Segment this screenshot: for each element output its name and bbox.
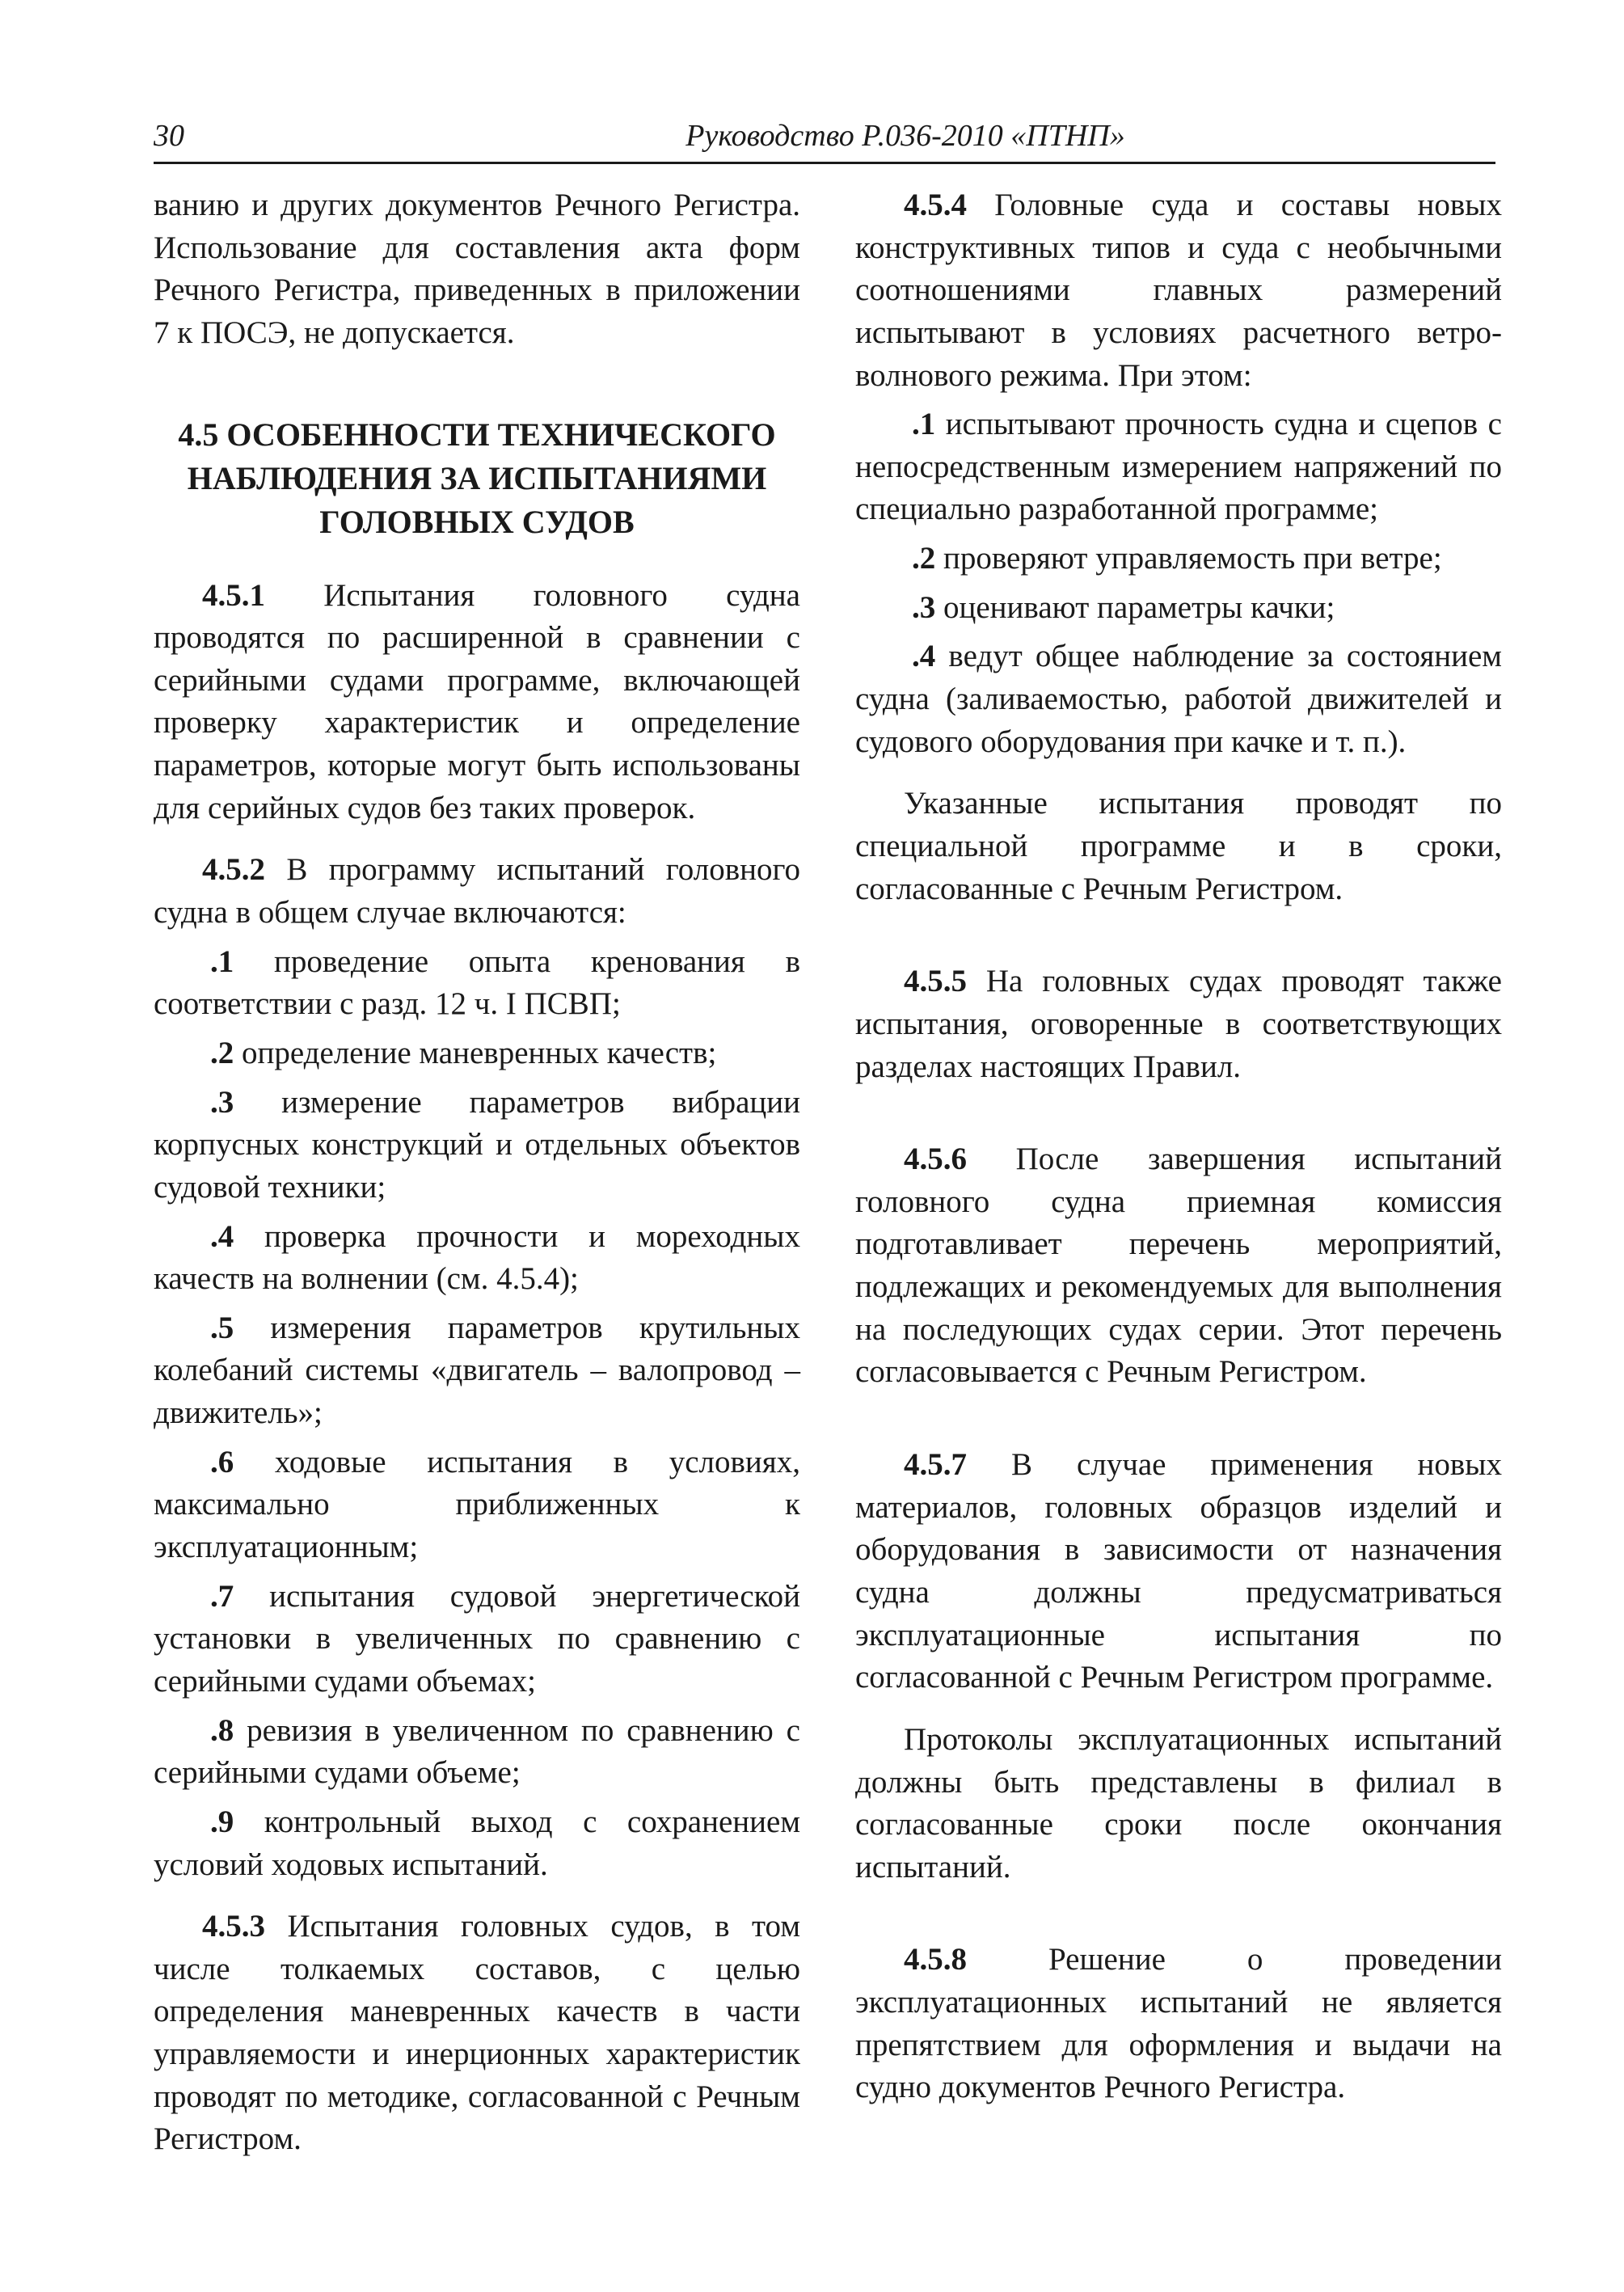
list-item [154, 1441, 800, 1569]
page-header [154, 113, 1495, 164]
item-text: ревизия в увеличенном по сравнению с серийными судами объеме; [154, 1712, 800, 1791]
list-item [154, 1216, 800, 1301]
paragraph-text: В программу испытаний головного судна в общем случае включаются: [154, 852, 800, 931]
item-number: .2 [210, 1035, 234, 1070]
paragraph-number: 4.5.5 [904, 964, 967, 999]
item-number: .4 [912, 639, 936, 674]
paragraph-number: 4.5.3 [202, 1909, 265, 1944]
continuation-paragraph: ванию и других документов Речного Регистра. Использование для составления акта форм Речного Регистра, приведенных в приложении 7 к ПОСЭ, не допускается. [154, 188, 800, 350]
paragraph-text: На головных судах проводят также испытания, оговоренные в соответствующих разделах настоящих Правил. [855, 964, 1502, 1084]
paragraph-4-5-4 [855, 184, 1502, 397]
item-text: ведут общее наблюдение за состоянием судна (заливаемостью, работой движителей и судового оборудования при качке и т. п.). [855, 639, 1502, 759]
paragraph-text: Испытания головных судов, в том числе толкаемых составов, с целью определения маневренных качеств в части управляемости и инерционных характеристик проводят по методике, согласованной с Речным Регистром. [154, 1909, 800, 2157]
paragraph-4-5-2 [154, 849, 800, 934]
paragraph-4-5-7-note: Протоколы эксплуатационных испытаний должны быть представлены в филиал в согласованные сроки после окончания испытаний. [855, 1721, 1502, 1885]
item-number: .4 [210, 1218, 234, 1254]
item-text: измерения параметров крутильных колебаний системы «двигатель – валопровод – движитель»; [154, 1310, 800, 1431]
paragraph-4-5-4-note: Указанные испытания проводят по специальной программе и в сроки, согласованные с Речным Регистром. [855, 786, 1502, 906]
list-item [154, 941, 800, 1026]
section-heading-4-5: 4.5 ОСОБЕННОСТИ ТЕХНИЧЕСКОГО НАБЛЮДЕНИЯ ЗА ИСПЫТАНИЯМИ ГОЛОВНЫХ СУДОВ [178, 416, 776, 540]
item-text: проверка прочности и мореходных качеств на волнении (см. 4.5.4); [154, 1218, 800, 1297]
paragraph-number: 4.5.2 [202, 852, 265, 888]
list-item [154, 1801, 800, 1886]
list-item [154, 1710, 800, 1795]
item-text: проверяют управляемость при ветре; [935, 541, 1442, 576]
paragraph-4-5-8 [855, 1939, 1502, 2109]
paragraph-number: 4.5.6 [904, 1142, 967, 1177]
item-number: .3 [210, 1084, 234, 1120]
page-number: 30 [154, 119, 184, 153]
paragraph-number: 4.5.7 [904, 1447, 967, 1483]
item-text: испытания судовой энергетической установки в увеличенных по сравнению с серийными судами объемах; [154, 1578, 800, 1699]
list-item [855, 403, 1502, 531]
paragraph-4-5-5 [855, 960, 1502, 1088]
item-text: оценивают параметры качки; [935, 589, 1335, 625]
paragraph-text: После завершения испытаний головного судна приемная комиссия подготавливает перечень мероприятий, подлежащих и рекомендуемых для выполнения на последующих судах серии. Этот перечень согласовывается с Речным Регистром. [855, 1142, 1502, 1390]
paragraph-4-5-3 [154, 1906, 800, 2161]
item-number: .5 [210, 1310, 234, 1345]
paragraph-text: Головные суда и составы новых конструктивных типов и суда с необычными соотношениями главных размерений испытывают в условиях расчетного ветро-волнового режима. При этом: [855, 188, 1502, 393]
paragraph-4-5-1 [154, 575, 800, 830]
paragraph-4-5-7 [855, 1444, 1502, 1699]
right-column [855, 184, 1502, 2109]
item-number: .1 [210, 943, 234, 979]
paragraph-text: Решение о проведении эксплуатационных испытаний не является препятствием для оформления и выдачи на судно документов Речного Регистра. [855, 1942, 1502, 2105]
paragraph-text: Испытания головного судна проводятся по расширенной в сравнении с серийными судами программе, включающей проверку характеристик и определение параметров, которые могут быть использованы для серийных судов без таких проверок. [154, 577, 800, 825]
list-item [855, 587, 1502, 630]
list-item [154, 1307, 800, 1435]
paragraph-number: 4.5.8 [904, 1942, 967, 1978]
item-number: .7 [210, 1578, 234, 1614]
item-number: .3 [912, 589, 936, 625]
paragraph-number: 4.5.1 [202, 577, 265, 613]
paragraph-text: В случае применения новых материалов, головных образцов изделий и оборудования в зависимости от назначения судна должны предусматриваться эксплуатационные испытания по согласованной с Речным Регистром программе. [855, 1447, 1502, 1695]
paragraph-number: 4.5.4 [904, 188, 967, 222]
item-number: .2 [912, 541, 936, 576]
item-text: определение маневренных качеств; [234, 1035, 717, 1070]
list-item [855, 635, 1502, 763]
item-number: .1 [912, 407, 936, 442]
paragraph-4-5-6 [855, 1138, 1502, 1394]
list-item [154, 1082, 800, 1209]
list-item [855, 538, 1502, 580]
item-number: .9 [210, 1804, 234, 1839]
item-text: проведение опыта кренования в соответствии с разд. 12 ч. I ПСВП; [154, 943, 800, 1022]
list-item [154, 1032, 800, 1075]
item-number: .8 [210, 1712, 234, 1748]
item-number: .6 [210, 1444, 234, 1479]
left-column [154, 184, 800, 2161]
item-text: контрольный выход с сохранением условий ходовых испытаний. [154, 1804, 800, 1882]
running-title: Руководство Р.036-2010 «ПТНП» [685, 119, 1125, 153]
list-item [154, 1576, 800, 1703]
item-text: ходовые испытания в условиях, максимально приближенных к эксплуатационным; [154, 1444, 800, 1565]
item-text: измерение параметров вибрации корпусных конструкций и отдельных объектов судовой техники; [154, 1084, 800, 1205]
item-text: испытывают прочность судна и сцепов с непосредственным измерением напряжений по специально разработанной программе; [855, 407, 1502, 527]
